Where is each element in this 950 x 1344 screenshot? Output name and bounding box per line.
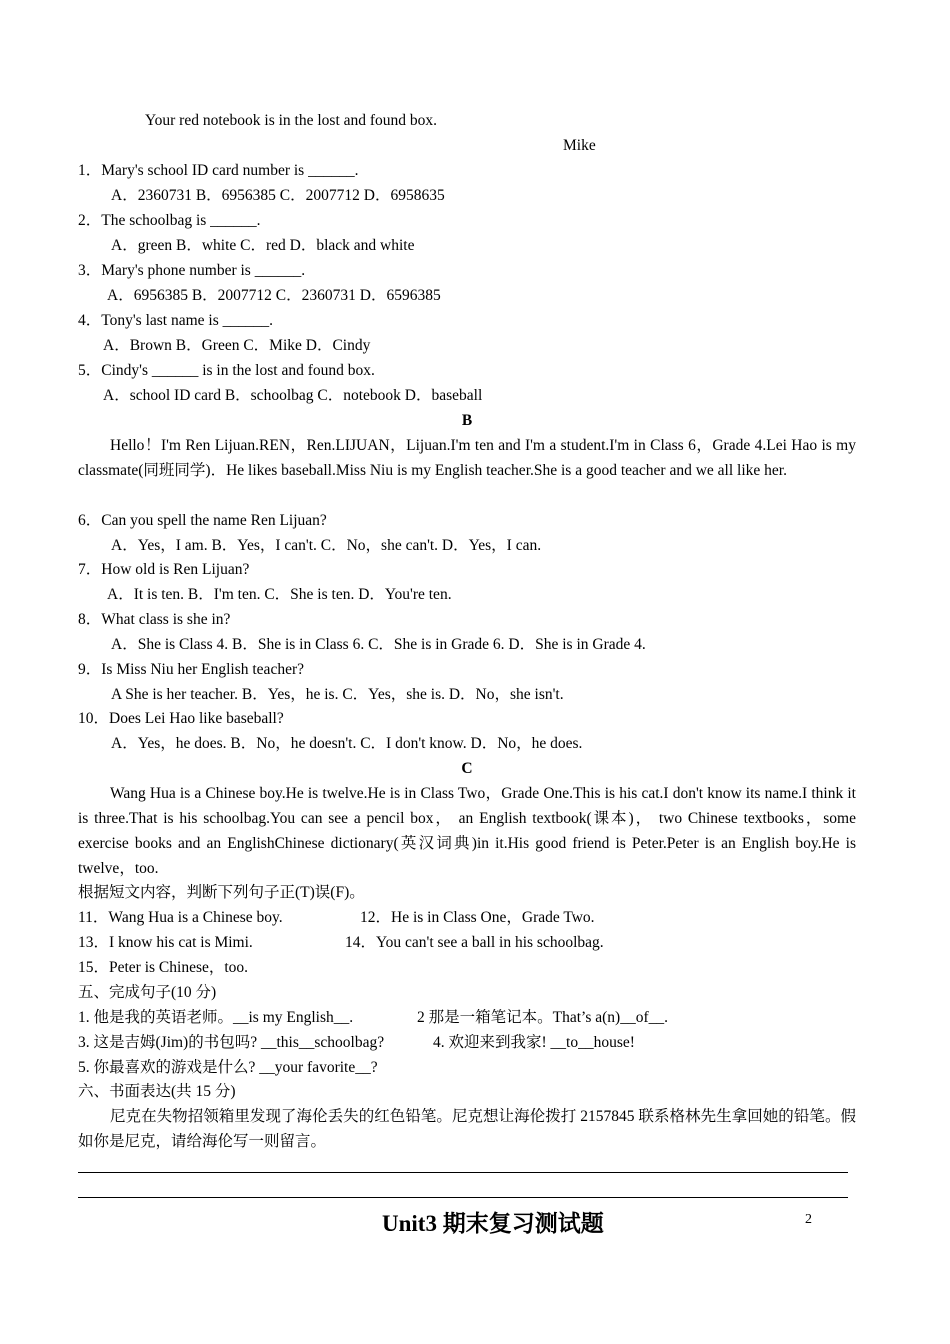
tf-question-15: 15．Peter is Chinese，too.	[78, 959, 249, 976]
sentence-1: 1. 他是我的英语老师。__is my English__.	[78, 1009, 354, 1026]
sentence-3: 3. 这是吉姆(Jim)的书包吗? __this__schoolbag?	[78, 1034, 385, 1051]
question-10-options: A．Yes，he does. B．No，he doesn't. C．I don't know. D．No，he does.	[111, 735, 583, 752]
tf-instruction: 根据短文内容，判断下列句子正(T)误(F)。	[78, 884, 365, 901]
question-8: 8．What class is she in?	[78, 611, 231, 628]
note-line: Your red notebook is in the lost and found box.	[145, 112, 438, 129]
answer-line-2	[78, 1197, 848, 1198]
sentence-2: 2 那是一箱笔记本。That’s a(n)__of__.	[417, 1009, 668, 1026]
section-c-passage: Wang Hua is a Chinese boy.He is twelve.He is in Class Two，Grade One.This is his cat.I don't know its name.I think it is three.That is his schoolbag.You can see a pencil box， an English textbook(课本)， two Chinese textbooks，some exercise books and an EnglishChinese dictionary(英汉词典)in it.His good friend is Peter.Peter is an English boy.He is twelve，too.	[78, 785, 856, 877]
section-b-heading: B	[461, 412, 473, 429]
question-7: 7．How old is Ren Lijuan?	[78, 561, 250, 578]
question-6-options: A．Yes，I am. B．Yes，I can't. C．No，she can't. D．Yes，I can.	[111, 537, 542, 554]
question-9: 9．Is Miss Niu her English teacher?	[78, 661, 304, 678]
question-2: 2．The schoolbag is ______.	[78, 212, 261, 229]
question-2-options: A．green B．white C．red D．black and white	[111, 237, 415, 254]
section-5-heading: 五、完成句子(10 分)	[78, 984, 217, 1001]
question-3-options: A．6956385 B．2007712 C．2360731 D．6596385	[107, 287, 441, 304]
tf-question-11: 11．Wang Hua is a Chinese boy.	[78, 909, 283, 926]
page-number: 2	[805, 1212, 812, 1227]
question-10: 10．Does Lei Hao like baseball?	[78, 710, 284, 727]
question-3: 3．Mary's phone number is ______.	[78, 262, 306, 279]
tf-question-14: 14．You can't see a ball in his schoolbag.	[345, 934, 604, 951]
note-signature: Mike	[563, 137, 596, 154]
question-6: 6．Can you spell the name Ren Lijuan?	[78, 512, 327, 529]
sentence-4: 4. 欢迎来到我家! __to__house!	[433, 1034, 635, 1051]
question-5-options: A．school ID card B．schoolbag C．notebook D．baseball	[103, 387, 483, 404]
section-6-heading: 六、书面表达(共 15 分)	[78, 1083, 236, 1100]
tf-question-12: 12．He is in Class One，Grade Two.	[360, 909, 595, 926]
sentence-5: 5. 你最喜欢的游戏是什么? __your favorite__?	[78, 1059, 378, 1076]
question-1-options: A．2360731 B．6956385 C．2007712 D．6958635	[111, 187, 445, 204]
section-c-heading: C	[461, 760, 473, 777]
answer-line-1	[78, 1172, 848, 1173]
question-1: 1．Mary's school ID card number is ______.	[78, 162, 359, 179]
question-4-options: A．Brown B．Green C．Mike D．Cindy	[103, 337, 371, 354]
section-b-passage: Hello！I'm Ren Lijuan.REN，Ren.LIJUAN，Lijuan.I'm ten and I'm a student.I'm in Class 6，Grade 4.Lei Hao is my classmate(同班同学)．He likes baseball.Miss Niu is my English teacher.She is a good teacher and we all like her.	[78, 437, 856, 479]
question-7-options: A．It is ten. B．I'm ten. C．She is ten. D．You're ten.	[107, 586, 452, 603]
question-8-options: A．She is Class 4. B．She is in Class 6. C．She is in Grade 6. D．She is in Grade 4.	[111, 636, 646, 653]
question-9-options: A She is her teacher. B．Yes，he is. C．Yes，she is. D．No，she isn't.	[111, 686, 564, 703]
footer-title: Unit3 期末复习测试题	[382, 1211, 604, 1236]
tf-question-13: 13．I know his cat is Mimi.	[78, 934, 253, 951]
writing-prompt: 尼克在失物招领箱里发现了海伦丢失的红色铅笔。尼克想让海伦拨打 2157845 联系格林先生拿回她的铅笔。假如你是尼克，请给海伦写一则留言。	[78, 1108, 856, 1150]
question-4: 4．Tony's last name is ______.	[78, 312, 274, 329]
question-5: 5．Cindy's ______ is in the lost and found box.	[78, 362, 375, 379]
